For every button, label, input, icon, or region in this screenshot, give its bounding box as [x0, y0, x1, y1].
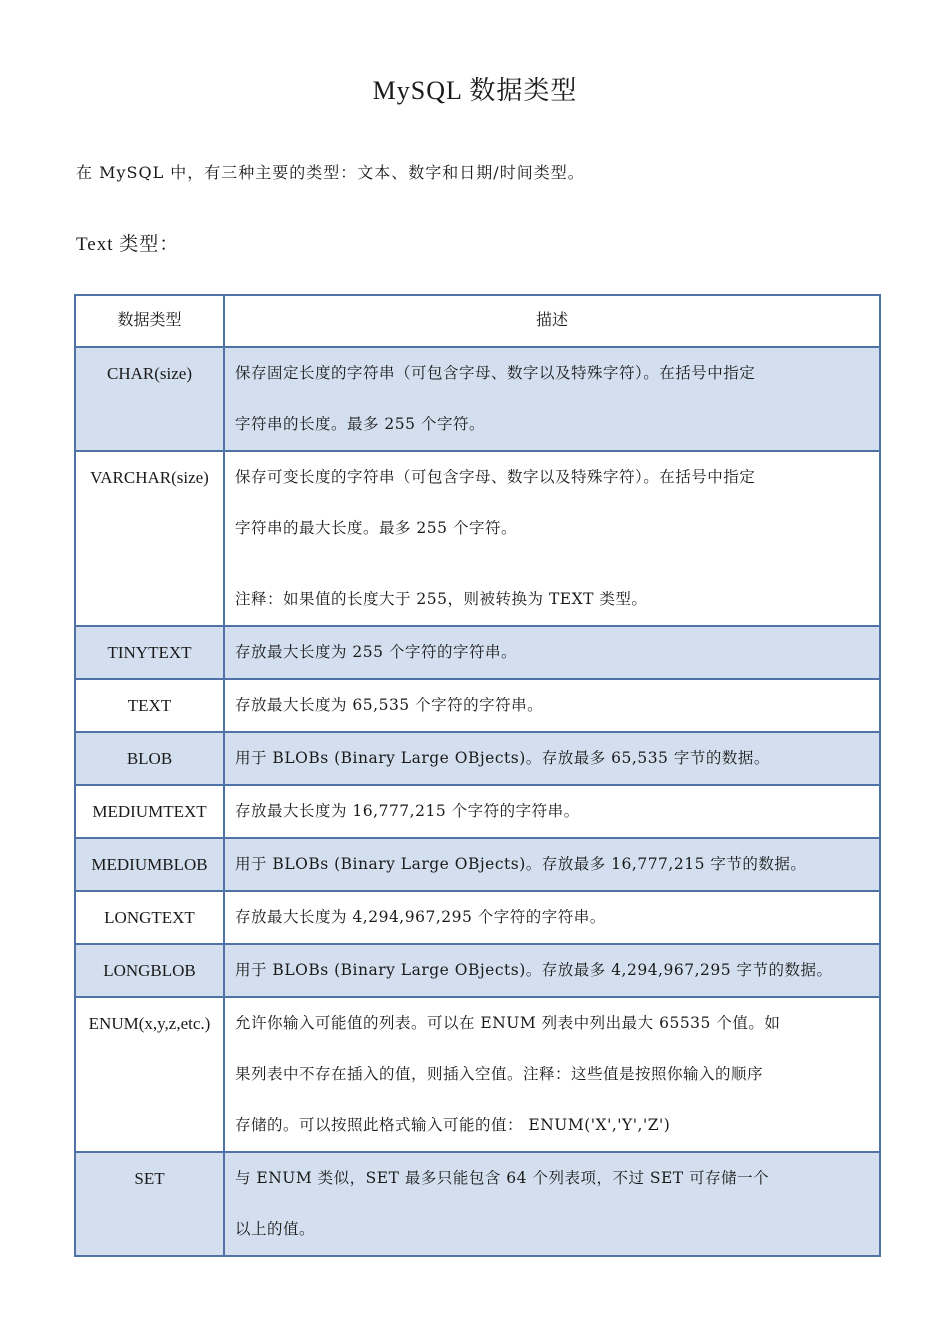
- type-name-cell: CHAR(size): [75, 347, 224, 451]
- type-description-cell: [224, 997, 880, 1152]
- table-row: [75, 891, 880, 944]
- type-name-cell: ENUM(x,y,z,etc.): [75, 997, 224, 1152]
- type-description-cell: [224, 1152, 880, 1256]
- table-row: [75, 838, 880, 891]
- section-heading: Text 类型：: [76, 234, 180, 255]
- description-line: 以上的值。: [235, 1220, 316, 1238]
- table-row: [75, 451, 880, 626]
- description-line: 果列表中不存在插入的值，则插入空值。注释：这些值是按照你输入的顺序: [235, 1065, 764, 1083]
- description-line: 允许你输入可能值的列表。可以在 ENUM 列表中列出最大 65535 个值。如: [235, 1014, 781, 1032]
- type-name-cell: TEXT: [75, 679, 224, 732]
- description-line: 用于 BLOBs (Binary Large OBjects)。存放最多 65,535 字节的数据。: [235, 749, 770, 767]
- description-line: 用于 BLOBs (Binary Large OBjects)。存放最多 16,777,215 字节的数据。: [235, 855, 807, 873]
- data-types-table: [74, 294, 881, 1257]
- type-name-cell: BLOB: [75, 732, 224, 785]
- description-line: 用于 BLOBs (Binary Large OBjects)。存放最多 4,294,967,295 字节的数据。: [235, 961, 833, 979]
- intro-paragraph: 在 MySQL 中，有三种主要的类型：文本、数字和日期/时间类型。: [76, 163, 585, 182]
- table-row: [75, 944, 880, 997]
- description-line: 保存固定长度的字符串（可包含字母、数字以及特殊字符）。在括号中指定: [235, 364, 756, 382]
- type-name-cell: LONGTEXT: [75, 891, 224, 944]
- description-line: 保存可变长度的字符串（可包含字母、数字以及特殊字符）。在括号中指定: [235, 468, 756, 486]
- type-description-cell: [224, 944, 880, 997]
- description-line: 存储的。可以按照此格式输入可能的值： ENUM('X','Y','Z'): [235, 1116, 671, 1134]
- header-type: 数据类型: [75, 295, 224, 347]
- table-row: [75, 732, 880, 785]
- type-description-cell: [224, 838, 880, 891]
- type-description-cell: [224, 451, 880, 626]
- description-line: 存放最大长度为 65,535 个字符的字符串。: [235, 696, 544, 714]
- type-name-cell: MEDIUMBLOB: [75, 838, 224, 891]
- description-line: 字符串的长度。最多 255 个字符。: [235, 415, 485, 433]
- table-row: [75, 626, 880, 679]
- page-title: MySQL 数据类型: [372, 76, 578, 105]
- table-row: [75, 997, 880, 1152]
- table-row: [75, 1152, 880, 1256]
- table-row: [75, 679, 880, 732]
- type-name-cell: VARCHAR(size): [75, 451, 224, 626]
- description-line: 与 ENUM 类似，SET 最多只能包含 64 个列表项，不过 SET 可存储一个: [235, 1169, 770, 1187]
- description-line: 存放最大长度为 4,294,967,295 个字符的字符串。: [235, 908, 606, 926]
- table-header-row: [75, 295, 880, 347]
- type-description-cell: [224, 785, 880, 838]
- description-line: 存放最大长度为 255 个字符的字符串。: [235, 643, 517, 661]
- type-name-cell: SET: [75, 1152, 224, 1256]
- type-name-cell: LONGBLOB: [75, 944, 224, 997]
- type-name-cell: MEDIUMTEXT: [75, 785, 224, 838]
- description-line: 存放最大长度为 16,777,215 个字符的字符串。: [235, 802, 580, 820]
- type-description-cell: [224, 679, 880, 732]
- type-description-cell: [224, 891, 880, 944]
- type-name-cell: TINYTEXT: [75, 626, 224, 679]
- header-description: 描述: [224, 295, 880, 347]
- type-description-cell: [224, 626, 880, 679]
- type-description-cell: [224, 347, 880, 451]
- description-note: 注释：如果值的长度大于 255，则被转换为 TEXT 类型。: [235, 590, 648, 608]
- note-spacer: [235, 554, 869, 574]
- type-description-cell: [224, 732, 880, 785]
- description-line: 字符串的最大长度。最多 255 个字符。: [235, 519, 517, 537]
- table-row: [75, 347, 880, 451]
- table-row: [75, 785, 880, 838]
